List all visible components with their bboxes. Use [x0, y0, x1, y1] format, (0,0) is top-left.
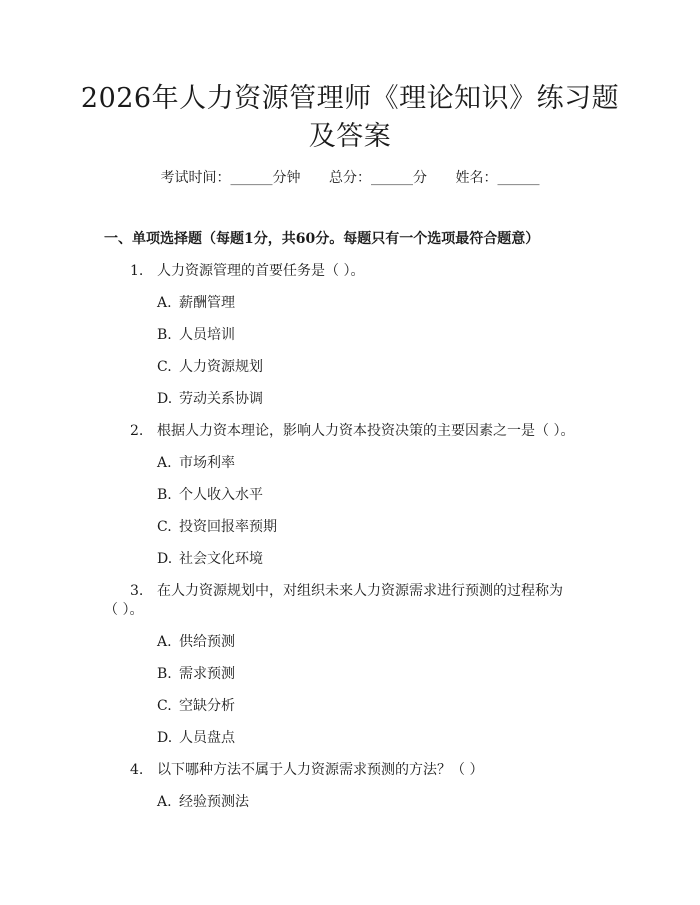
section-title: 一、单项选择题（每题1分，共60分。每题只有一个选项最符合题意） [104, 231, 540, 247]
option-letter: D. [157, 730, 173, 746]
option-text: 薪酬管理 [179, 295, 235, 311]
option-text: 经验预测法 [179, 794, 249, 810]
option-letter: B. [157, 327, 172, 343]
option-letter: C. [157, 519, 172, 535]
option-text: 人力资源规划 [179, 359, 263, 375]
question-text: 以下哪种方法不属于人力资源需求预测的方法？（ ） [157, 762, 484, 778]
name-field: 姓名：______ [455, 170, 540, 186]
option-letter: D. [157, 391, 173, 407]
option-letter: A. [157, 794, 172, 810]
title-line-2: 及答案 [308, 121, 392, 152]
question-number: 3. [130, 583, 144, 599]
option-text: 市场利率 [179, 455, 235, 471]
option-text: 个人收入水平 [179, 487, 263, 503]
question-number: 1. [130, 263, 144, 279]
option-letter: C. [157, 359, 172, 375]
option-letter: A. [157, 295, 172, 311]
exam-info [0, 168, 700, 188]
option-letter: A. [157, 455, 172, 471]
option-text: 供给预测 [179, 634, 235, 650]
option-letter: C. [157, 698, 172, 714]
exam-time-field: 考试时间：______分钟 [160, 170, 301, 186]
option-letter: D. [157, 551, 173, 567]
option-text: 人员盘点 [179, 730, 235, 746]
option-letter: B. [157, 666, 172, 682]
document-title [60, 80, 640, 156]
option-letter: B. [157, 487, 172, 503]
question-number: 2. [130, 423, 144, 439]
option-letter: A. [157, 634, 172, 650]
option-text: 投资回报率预期 [179, 519, 277, 535]
option-text: 需求预测 [179, 666, 235, 682]
question-text-continuation: （ ）。 [104, 602, 144, 618]
option-text: 空缺分析 [179, 698, 235, 714]
question-text: 根据人力资本理论，影响人力资本投资决策的主要因素之一是（ ）。 [157, 423, 575, 439]
title-line-1: 2026年人力资源管理师《理论知识》练习题 [80, 83, 620, 114]
question-text: 在人力资源规划中，对组织未来人力资源需求进行预测的过程称为 [157, 583, 563, 599]
option-text: 人员培训 [179, 327, 235, 343]
total-score-field: 总分：______分 [329, 170, 427, 186]
option-text: 劳动关系协调 [179, 391, 263, 407]
option-text: 社会文化环境 [179, 551, 263, 567]
question-number: 4. [130, 762, 144, 778]
question-text: 人力资源管理的首要任务是（ ）。 [157, 263, 365, 279]
